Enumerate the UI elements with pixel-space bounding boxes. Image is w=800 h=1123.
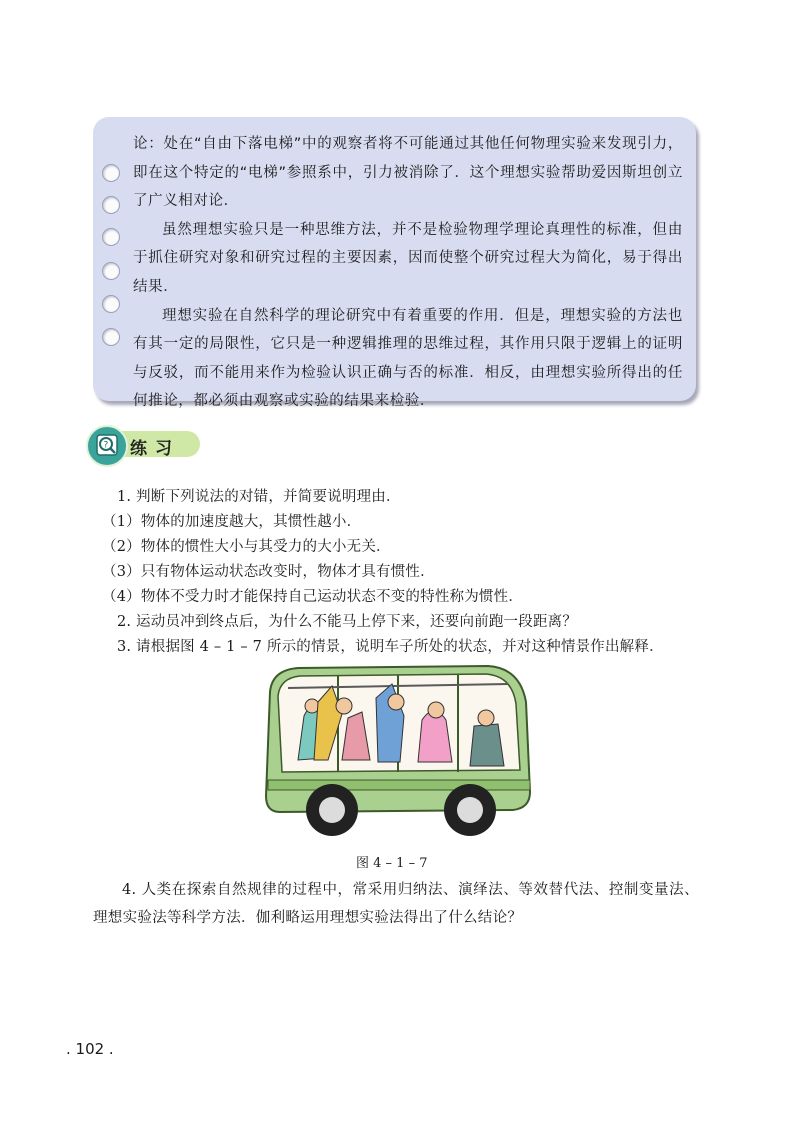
question-1-item-2: （2）物体的惯性大小与其受力的大小无关． [102,539,391,555]
question-4: 4. 人类在探索自然规律的过程中，常采用归纳法、演绎法、等效替代法、控制变量法、理想实验法等科学方法．伽利略运用理想实验法得出了什么结论？ [93,882,699,926]
binder-ring-icon [102,328,120,346]
exercise-heading [86,425,206,465]
bus-illustration [258,662,536,844]
page-number: . 102 . [66,1040,114,1058]
note-paragraph-1: 论：处在“自由下落电梯”中的观察者将不可能通过其他任何物理实验来发现引力，即在这个特定的“电梯”参照系中，引力被消除了．这个理想实验帮助爱因斯坦创立了广义相对论． [133,136,683,210]
exercise-heading-label: 练习 [130,439,180,459]
svg-text:?: ? [103,440,109,451]
binder-ring-icon [102,262,120,280]
question-1-item-4: （4）物体不受力时才能保持自己运动状态不变的特性称为惯性． [102,589,524,605]
question-1-item-3: （3）只有物体运动状态改变时，物体才具有惯性． [102,564,435,580]
question-1: 1. 判断下列说法的对错，并简要说明理由． [117,489,401,505]
magnifier-question-icon [86,425,128,467]
question-3: 3. 请根据图 4 – 1 – 7 所示的情景，说明车子所处的状态，并对这种情景作出解释． [117,639,664,655]
reading-note-text [133,130,683,416]
binder-ring-icon [102,295,120,313]
note-paragraph-2: 虽然理想实验只是一种思维方法，并不是检验物理学理论真理性的标准，但由于抓住研究对象和研究过程的主要因素，因而使整个研究过程大为简化，易于得出结果． [133,221,683,295]
question-1-item-1: （1）物体的加速度越大，其惯性越小． [102,514,362,530]
binder-ring-icon [102,228,120,246]
figure-caption: 图 4 – 1 – 7 [356,856,428,871]
note-paragraph-3: 理想实验在自然科学的理论研究中有着重要的作用．但是，理想实验的方法也有其一定的局限性，它只是一种逻辑推理的思维过程，其作用只限于逻辑上的证明与反驳，而不能用来作为检验认识正确与否的标准．相反，由理想实验所得出的任何推论，都必须由观察或实验的结果来检验． [133,307,683,410]
question-2: 2. 运动员冲到终点后，为什么不能马上停下来，还要向前跑一段距离？ [117,614,578,630]
binder-ring-icon [102,196,120,214]
binder-ring-icon [102,164,120,182]
